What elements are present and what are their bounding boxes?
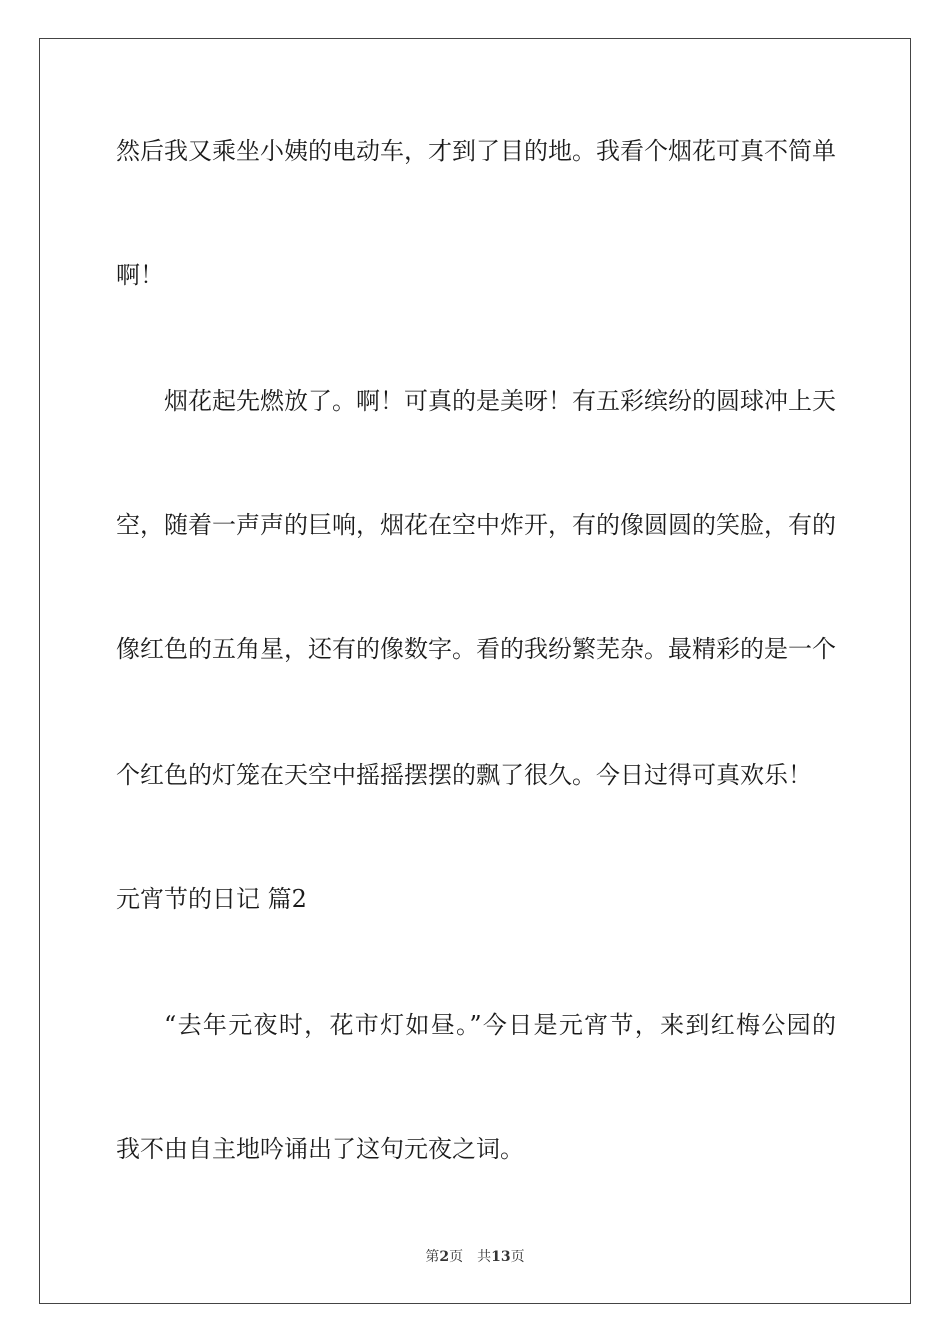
- page-current: 2: [439, 1249, 450, 1265]
- page-suffix: 页: [510, 1249, 525, 1265]
- text-line-2: 啊！: [116, 261, 164, 289]
- paragraph-3-line-1: “去年元夜时，花市灯如昼。”今日是元宵节，来到红梅公园的: [164, 1011, 836, 1039]
- page-mid: 页 共: [449, 1249, 492, 1265]
- paragraph-2-line-4: 个红色的灯笼在天空中摇摇摆摆的飘了很久。今日过得可真欢乐！: [116, 761, 812, 789]
- page-total: 13: [491, 1249, 511, 1265]
- paragraph-2-line-3: 像红色的五角星，还有的像数字。看的我纷繁芜杂。最精彩的是一个: [116, 635, 836, 663]
- page-number-footer: [0, 1248, 950, 1266]
- section-heading: 元宵节的日记 篇2: [116, 885, 307, 913]
- page-border: [39, 38, 911, 1304]
- paragraph-2-line-2: 空，随着一声声的巨响，烟花在空中炸开，有的像圆圆的笑脸，有的: [116, 511, 836, 539]
- paragraph-2-line-1: 烟花起先燃放了。啊！可真的是美呀！有五彩缤纷的圆球冲上天: [164, 387, 836, 415]
- paragraph-3-line-2: 我不由自主地吟诵出了这句元夜之词。: [116, 1135, 524, 1163]
- page-prefix: 第: [425, 1249, 440, 1265]
- text-line-1: 然后我又乘坐小姨的电动车，才到了目的地。我看个烟花可真不简单: [116, 137, 836, 165]
